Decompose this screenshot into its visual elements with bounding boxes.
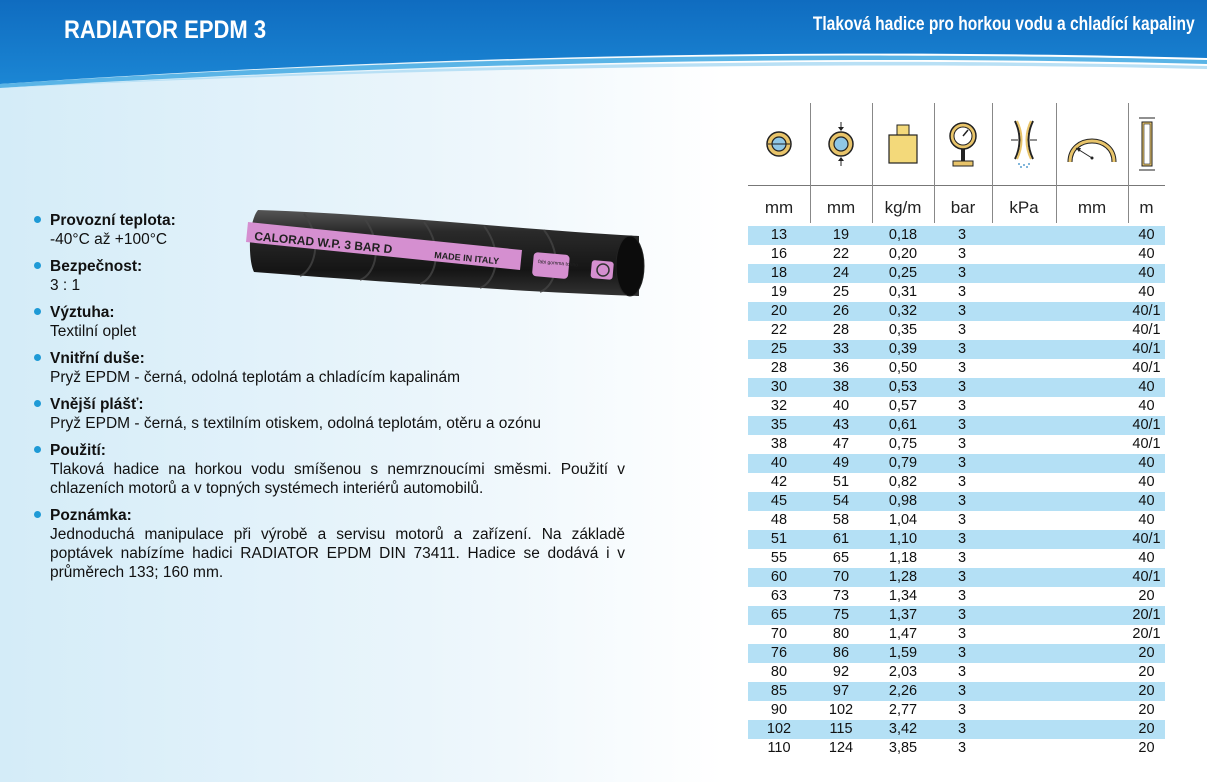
table-cell: 40/1: [1132, 303, 1161, 319]
table-row: [748, 606, 1165, 625]
table-row: [748, 701, 1165, 720]
spec-label: Výztuha:: [50, 304, 115, 321]
dimensions-table: [748, 103, 1165, 758]
spec-value: Tlaková hadice na horkou vodu smíšenou s nemrznoucími směsmi. Použití v chlazeních motorů a v topných systémech interiérů automobilů.: [50, 461, 625, 497]
table-cell: 40: [1138, 512, 1155, 528]
spec-operating-temperature: [34, 211, 634, 249]
table-cell: 61: [832, 531, 850, 547]
table-cell: 55: [770, 550, 788, 566]
table-cell: 0,57: [888, 398, 918, 414]
table-cell: 38: [832, 379, 850, 395]
specifications-list: [34, 211, 634, 590]
unit-label: mm: [826, 198, 856, 217]
table-cell: 13: [770, 227, 788, 243]
table-cell: 0,20: [888, 246, 918, 262]
table-row: [748, 644, 1165, 663]
table-cell: 63: [770, 588, 788, 604]
pressure-gauge-icon: [934, 103, 992, 185]
table-cell: 3: [958, 341, 967, 357]
table-cell: 47: [832, 436, 850, 452]
table-cell: 1,28: [888, 569, 918, 585]
table-cell: 0,50: [888, 360, 918, 376]
table-cell: 20/1: [1132, 607, 1161, 623]
table-cell: 38: [770, 436, 788, 452]
table-row: [748, 587, 1165, 606]
spec-label: Použití:: [50, 442, 106, 459]
table-cell: 1,37: [888, 607, 918, 623]
table-cell: 73: [832, 588, 850, 604]
spec-value: -40°C až +100°C: [50, 231, 168, 248]
table-cell: 3: [958, 360, 967, 376]
table-cell: 20: [1138, 664, 1155, 680]
table-body: [748, 226, 1165, 758]
table-cell: 33: [832, 341, 850, 357]
table-cell: 70: [770, 626, 788, 642]
table-row: [748, 625, 1165, 644]
table-cell: 3: [958, 626, 967, 642]
table-cell: 0,79: [888, 455, 918, 471]
table-cell: 110: [767, 740, 791, 756]
table-cell: 40/1: [1132, 417, 1161, 433]
table-cell: 3: [958, 265, 967, 281]
spec-reinforcement: [34, 303, 634, 341]
table-cell: 20: [1138, 702, 1155, 718]
table-cell: 51: [770, 531, 788, 547]
table-row: [748, 549, 1165, 568]
table-cell: 85: [770, 683, 788, 699]
spec-value: Jednoduchá manipulace při výrobě a servisu motorů a zařízení. Na základě poptávek nabízíme hadici RADIATOR EPDM DIN 73411. Hadice se dodává i v průměrech 133; 160 mm.: [50, 526, 625, 581]
table-cell: 97: [832, 683, 850, 699]
hose-made-in-text: MADE IN ITALY: [433, 250, 500, 267]
table-cell: 43: [832, 417, 850, 433]
vacuum-icon: [992, 103, 1056, 185]
hose-badge-text: fabi gomma torino: [537, 259, 579, 269]
table-cell: 20: [1138, 721, 1155, 737]
bend-radius-icon: [1056, 103, 1128, 185]
table-cell: 3: [958, 379, 967, 395]
length-icon: [1128, 103, 1165, 185]
table-cell: 40: [1138, 265, 1155, 281]
table-cell: 3: [958, 398, 967, 414]
table-row: [748, 321, 1165, 340]
table-cell: 20: [1138, 740, 1155, 756]
table-cell: 40: [1138, 455, 1155, 471]
table-row: [748, 739, 1165, 758]
table-cell: 36: [832, 360, 850, 376]
table-cell: 65: [770, 607, 788, 623]
table-row: [748, 226, 1165, 245]
table-row: [748, 397, 1165, 416]
table-cell: 3: [958, 436, 967, 452]
spec-outer-cover: [34, 395, 634, 433]
unit-label: m: [1139, 198, 1154, 217]
table-cell: 3: [958, 531, 967, 547]
table-cell: 40/1: [1132, 531, 1161, 547]
table-cell: 124: [828, 740, 854, 756]
table-cell: 1,59: [888, 645, 918, 661]
spec-label: Vnější plášť:: [50, 396, 144, 413]
table-row: [748, 264, 1165, 283]
table-cell: 3: [958, 683, 967, 699]
table-row: [748, 454, 1165, 473]
inner-diameter-icon: [748, 103, 810, 185]
table-units-row: [748, 186, 1165, 226]
table-cell: 19: [770, 284, 788, 300]
unit-label: mm: [1077, 198, 1107, 217]
table-cell: 75: [832, 607, 850, 623]
table-cell: 0,82: [888, 474, 918, 490]
table-cell: 3: [958, 607, 967, 623]
table-row: [748, 720, 1165, 739]
table-cell: 40/1: [1132, 341, 1161, 357]
table-cell: 40/1: [1132, 569, 1161, 585]
spec-value: Pryž EPDM - černá, s textilním otiskem, odolná teplotám, otěru a ozónu: [50, 415, 542, 432]
table-row: [748, 663, 1165, 682]
table-cell: 3: [958, 246, 967, 262]
table-cell: 40: [1138, 379, 1155, 395]
table-cell: 102: [828, 702, 854, 718]
bullet-icon: [34, 216, 41, 223]
table-row: [748, 473, 1165, 492]
table-cell: 20: [770, 303, 788, 319]
table-cell: 18: [770, 265, 788, 281]
spec-label: Bezpečnost:: [50, 258, 143, 275]
table-cell: 40/1: [1132, 360, 1161, 376]
spec-usage: [34, 441, 634, 498]
table-cell: 40: [1138, 398, 1155, 414]
spec-value: Pryž EPDM - černá, odolná teplotám a chladícím kapalinám: [50, 369, 461, 386]
table-cell: 3: [958, 664, 967, 680]
table-cell: 80: [770, 664, 788, 680]
page-title: RADIATOR EPDM 3: [64, 16, 267, 44]
table-cell: 16: [770, 246, 788, 262]
spec-value: Textilní oplet: [50, 323, 137, 340]
table-cell: 92: [832, 664, 850, 680]
unit-label: kg/m: [884, 198, 922, 217]
bullet-icon: [34, 354, 41, 361]
table-cell: 45: [770, 493, 788, 509]
table-cell: 48: [770, 512, 788, 528]
table-cell: 40/1: [1132, 322, 1161, 338]
table-cell: 24: [832, 265, 850, 281]
table-cell: 20: [1138, 683, 1155, 699]
table-row: [748, 435, 1165, 454]
table-row: [748, 283, 1165, 302]
spec-label: Poznámka:: [50, 507, 132, 524]
table-cell: 0,53: [888, 379, 918, 395]
table-cell: 3: [958, 550, 967, 566]
table-row: [748, 245, 1165, 264]
table-cell: 70: [832, 569, 850, 585]
table-cell: 90: [770, 702, 788, 718]
table-row: [748, 530, 1165, 549]
table-cell: 19: [832, 227, 850, 243]
table-cell: 3: [958, 493, 967, 509]
table-cell: 22: [832, 246, 850, 262]
table-cell: 65: [832, 550, 850, 566]
table-cell: 28: [770, 360, 788, 376]
table-cell: 3,42: [888, 721, 918, 737]
table-cell: 3: [958, 569, 967, 585]
table-cell: 40: [770, 455, 788, 471]
table-row: [748, 416, 1165, 435]
table-cell: 20: [1138, 645, 1155, 661]
table-cell: 0,31: [888, 284, 918, 300]
table-cell: 3: [958, 474, 967, 490]
table-cell: 0,75: [888, 436, 918, 452]
table-cell: 3: [958, 645, 967, 661]
table-cell: 40: [1138, 474, 1155, 490]
table-cell: 20/1: [1132, 626, 1161, 642]
table-cell: 3,85: [888, 740, 918, 756]
table-cell: 22: [770, 322, 788, 338]
table-cell: 0,25: [888, 265, 918, 281]
table-cell: 30: [770, 379, 788, 395]
table-cell: 115: [829, 721, 853, 737]
table-row: [748, 682, 1165, 701]
outer-diameter-icon: [810, 103, 872, 185]
table-row: [748, 492, 1165, 511]
spec-label: Vnitřní duše:: [50, 350, 145, 367]
table-cell: 26: [832, 303, 850, 319]
spec-inner-tube: [34, 349, 634, 387]
table-cell: 0,39: [888, 341, 918, 357]
unit-label: bar: [950, 198, 976, 217]
table-cell: 3: [958, 322, 967, 338]
table-row: [748, 378, 1165, 397]
table-cell: 1,47: [888, 626, 918, 642]
table-cell: 1,10: [888, 531, 918, 547]
table-cell: 2,77: [888, 702, 918, 718]
spec-value: 3 : 1: [50, 277, 81, 294]
spec-safety: [34, 257, 634, 295]
table-row: [748, 340, 1165, 359]
table-cell: 76: [770, 645, 788, 661]
table-cell: 40/1: [1132, 436, 1161, 452]
table-cell: 3: [958, 303, 967, 319]
table-cell: 60: [770, 569, 788, 585]
hose-label-text: CALORAD W.P. 3 BAR D: [253, 229, 393, 257]
table-cell: 40: [1138, 227, 1155, 243]
spec-note: [34, 506, 634, 582]
table-cell: 1,04: [888, 512, 918, 528]
table-cell: 54: [832, 493, 850, 509]
table-cell: 28: [832, 322, 850, 338]
table-row: [748, 568, 1165, 587]
table-cell: 58: [832, 512, 850, 528]
table-cell: 3: [958, 721, 967, 737]
table-cell: 0,61: [888, 417, 918, 433]
table-cell: 80: [832, 626, 850, 642]
table-cell: 3: [958, 455, 967, 471]
table-cell: 0,98: [888, 493, 918, 509]
table-cell: 40: [1138, 284, 1155, 300]
bullet-icon: [34, 262, 41, 269]
table-cell: 42: [770, 474, 788, 490]
bullet-icon: [34, 400, 41, 407]
table-cell: 0,32: [888, 303, 918, 319]
table-cell: 40: [1138, 246, 1155, 262]
table-cell: 49: [832, 455, 850, 471]
table-cell: 1,18: [888, 550, 918, 566]
page-subtitle: Tlaková hadice pro horkou vodu a chladící kapaliny: [813, 14, 1195, 35]
table-cell: 3: [958, 512, 967, 528]
table-cell: 40: [1138, 493, 1155, 509]
table-cell: 25: [832, 284, 850, 300]
table-cell: 3: [958, 740, 967, 756]
unit-label: kPa: [1009, 198, 1039, 217]
bullet-icon: [34, 308, 41, 315]
bullet-icon: [34, 446, 41, 453]
table-cell: 3: [958, 284, 967, 300]
table-row: [748, 302, 1165, 321]
table-cell: 3: [958, 588, 967, 604]
table-cell: 86: [832, 645, 850, 661]
table-cell: 3: [958, 702, 967, 718]
table-cell: 3: [958, 417, 967, 433]
table-cell: 40: [1138, 550, 1155, 566]
table-cell: 32: [770, 398, 788, 414]
table-cell: 102: [766, 721, 792, 737]
table-cell: 0,18: [888, 227, 918, 243]
header-banner: [0, 0, 1207, 88]
table-cell: 20: [1138, 588, 1155, 604]
table-cell: 2,03: [888, 664, 918, 680]
table-cell: 2,26: [888, 683, 918, 699]
table-row: [748, 511, 1165, 530]
table-cell: 3: [958, 227, 967, 243]
spec-label: Provozní teplota:: [50, 212, 176, 229]
unit-label: mm: [764, 198, 794, 217]
table-row: [748, 359, 1165, 378]
table-cell: 35: [770, 417, 788, 433]
table-cell: 1,34: [888, 588, 918, 604]
weight-icon: [872, 103, 934, 185]
table-cell: 0,35: [888, 322, 918, 338]
table-cell: 25: [770, 341, 788, 357]
table-cell: 51: [832, 474, 850, 490]
table-cell: 40: [832, 398, 850, 414]
bullet-icon: [34, 511, 41, 518]
